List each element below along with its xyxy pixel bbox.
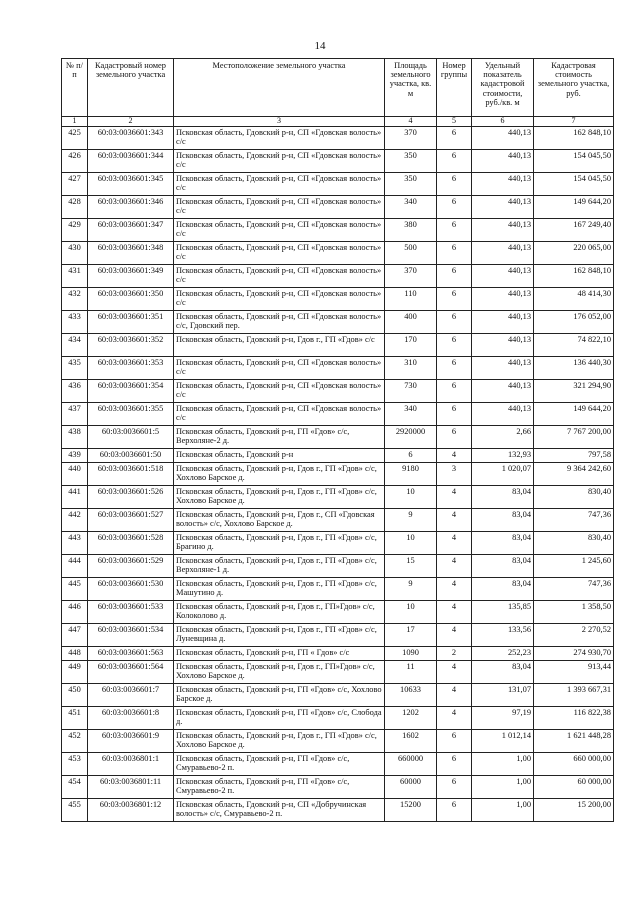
- location-cell: Псковская область, Гдовский р-н, Гдов г., ГП «Гдов» с/с, Хохлово Барское д.: [174, 730, 385, 753]
- specific-value-cell: 440,13: [472, 403, 534, 426]
- group-number-cell: 4: [437, 555, 472, 578]
- specific-value-cell: 1,00: [472, 799, 534, 822]
- specific-value-cell: 133,56: [472, 624, 534, 647]
- cadastral-value-cell: 154 045,50: [534, 173, 614, 196]
- table-row: [62, 753, 614, 776]
- table-row: [62, 288, 614, 311]
- table-row: [62, 173, 614, 196]
- cadastral-value-cell: 116 822,38: [534, 707, 614, 730]
- cadastral-value-cell: 15 200,00: [534, 799, 614, 822]
- column-number: 7: [534, 117, 614, 127]
- cadastral-number-cell: 60:03:0036601:526: [88, 486, 174, 509]
- area-cell: 340: [385, 403, 437, 426]
- cadastral-number-cell: 60:03:0036601:354: [88, 380, 174, 403]
- location-cell: Псковская область, Гдовский р-н, СП «Гдовская волость» с/с, Гдовский пер.: [174, 311, 385, 334]
- header-specific-value: Удельный показатель кадастровой стоимости, руб./кв. м: [472, 59, 534, 117]
- location-cell: Псковская область, Гдовский р-н, СП «Добручинская волость» с/с, Смуравьево-2 п.: [174, 799, 385, 822]
- cadastral-value-cell: 74 822,10: [534, 334, 614, 357]
- specific-value-cell: 440,13: [472, 150, 534, 173]
- cadastral-number-cell: 60:03:0036601:50: [88, 449, 174, 463]
- cadastral-value-cell: 176 052,00: [534, 311, 614, 334]
- column-number: 5: [437, 117, 472, 127]
- group-number-cell: 4: [437, 532, 472, 555]
- cadastral-value-cell: 747,36: [534, 509, 614, 532]
- group-number-cell: 4: [437, 509, 472, 532]
- area-cell: 370: [385, 265, 437, 288]
- area-cell: 350: [385, 173, 437, 196]
- location-cell: Псковская область, Гдовский р-н, Гдов г., ГП «Гдов» с/с, Верхоляне-1 д.: [174, 555, 385, 578]
- group-number-cell: 4: [437, 684, 472, 707]
- area-cell: 370: [385, 127, 437, 150]
- row-number-cell: 436: [62, 380, 88, 403]
- specific-value-cell: 83,04: [472, 555, 534, 578]
- specific-value-cell: 252,23: [472, 647, 534, 661]
- specific-value-cell: 440,13: [472, 311, 534, 334]
- cadastral-number-cell: 60:03:0036601:530: [88, 578, 174, 601]
- row-number-cell: 428: [62, 196, 88, 219]
- table-row: [62, 219, 614, 242]
- table-row: [62, 449, 614, 463]
- row-number-cell: 445: [62, 578, 88, 601]
- table-row: [62, 578, 614, 601]
- area-cell: 15: [385, 555, 437, 578]
- table-row: [62, 532, 614, 555]
- group-number-cell: 3: [437, 463, 472, 486]
- cadastral-value-cell: 830,40: [534, 532, 614, 555]
- cadastral-value-cell: 274 930,70: [534, 647, 614, 661]
- specific-value-cell: 440,13: [472, 196, 534, 219]
- area-cell: 10633: [385, 684, 437, 707]
- cadastral-number-cell: 60:03:0036601:527: [88, 509, 174, 532]
- specific-value-cell: 1 012,14: [472, 730, 534, 753]
- row-number-cell: 443: [62, 532, 88, 555]
- cadastral-value-cell: 162 848,10: [534, 127, 614, 150]
- table-row: [62, 403, 614, 426]
- area-cell: 9: [385, 578, 437, 601]
- cadastral-number-cell: 60:03:0036601:345: [88, 173, 174, 196]
- location-cell: Псковская область, Гдовский р-н, Гдов г., ГП «Гдов» с/с, Хохлово Барское д.: [174, 486, 385, 509]
- location-cell: Псковская область, Гдовский р-н, Гдов г., ГП «Гдов» с/с, Хохлово Барское д.: [174, 463, 385, 486]
- specific-value-cell: 1,00: [472, 753, 534, 776]
- area-cell: 110: [385, 288, 437, 311]
- group-number-cell: 6: [437, 799, 472, 822]
- location-cell: Псковская область, Гдовский р-н, СП «Гдовская волость» с/с: [174, 265, 385, 288]
- group-number-cell: 6: [437, 265, 472, 288]
- table-row: [62, 647, 614, 661]
- group-number-cell: 4: [437, 486, 472, 509]
- cadastral-number-cell: 60:03:0036601:518: [88, 463, 174, 486]
- column-number: 4: [385, 117, 437, 127]
- cadastral-value-table: [61, 58, 614, 822]
- location-cell: Псковская область, Гдовский р-н, Гдов г., ГП «Гдов» с/с: [174, 334, 385, 357]
- group-number-cell: 4: [437, 661, 472, 684]
- cadastral-value-cell: 9 364 242,60: [534, 463, 614, 486]
- cadastral-value-cell: 1 358,50: [534, 601, 614, 624]
- cadastral-number-cell: 60:03:0036601:5: [88, 426, 174, 449]
- group-number-cell: 6: [437, 173, 472, 196]
- table-row: [62, 486, 614, 509]
- specific-value-cell: 440,13: [472, 380, 534, 403]
- area-cell: 1602: [385, 730, 437, 753]
- group-number-cell: 6: [437, 311, 472, 334]
- cadastral-value-cell: 1 245,60: [534, 555, 614, 578]
- table-row: [62, 799, 614, 822]
- cadastral-number-cell: 60:03:0036601:563: [88, 647, 174, 661]
- area-cell: 730: [385, 380, 437, 403]
- location-cell: Псковская область, Гдовский р-н, СП «Гдовская волость» с/с: [174, 196, 385, 219]
- cadastral-number-cell: 60:03:0036601:346: [88, 196, 174, 219]
- group-number-cell: 6: [437, 242, 472, 265]
- row-number-cell: 455: [62, 799, 88, 822]
- table-header: [62, 59, 614, 127]
- area-cell: 400: [385, 311, 437, 334]
- specific-value-cell: 83,04: [472, 532, 534, 555]
- location-cell: Псковская область, Гдовский р-н, СП «Гдовская волость» с/с: [174, 403, 385, 426]
- location-cell: Псковская область, Гдовский р-н, СП «Гдовская волость» с/с: [174, 127, 385, 150]
- location-cell: Псковская область, Гдовский р-н, СП «Гдовская волость» с/с: [174, 380, 385, 403]
- location-cell: Псковская область, Гдовский р-н, СП «Гдовская волость» с/с: [174, 150, 385, 173]
- area-cell: 10: [385, 532, 437, 555]
- specific-value-cell: 97,19: [472, 707, 534, 730]
- table-row: [62, 624, 614, 647]
- cadastral-value-cell: 136 440,30: [534, 357, 614, 380]
- specific-value-cell: 440,13: [472, 173, 534, 196]
- specific-value-cell: 1,00: [472, 776, 534, 799]
- specific-value-cell: 83,04: [472, 486, 534, 509]
- cadastral-value-cell: 1 393 667,31: [534, 684, 614, 707]
- row-number-cell: 453: [62, 753, 88, 776]
- column-number: 2: [88, 117, 174, 127]
- row-number-cell: 439: [62, 449, 88, 463]
- table-row: [62, 426, 614, 449]
- table-row: [62, 242, 614, 265]
- group-number-cell: 6: [437, 403, 472, 426]
- location-cell: Псковская область, Гдовский р-н, СП «Гдовская волость» с/с: [174, 219, 385, 242]
- table-row: [62, 601, 614, 624]
- area-cell: 170: [385, 334, 437, 357]
- location-cell: Псковская область, Гдовский р-н, СП «Гдовская волость» с/с: [174, 242, 385, 265]
- row-number-cell: 452: [62, 730, 88, 753]
- cadastral-value-cell: 747,36: [534, 578, 614, 601]
- specific-value-cell: 440,13: [472, 127, 534, 150]
- cadastral-value-cell: 48 414,30: [534, 288, 614, 311]
- row-number-cell: 427: [62, 173, 88, 196]
- location-cell: Псковская область, Гдовский р-н, ГП « Гдов» с/с: [174, 647, 385, 661]
- specific-value-cell: 83,04: [472, 661, 534, 684]
- row-number-cell: 454: [62, 776, 88, 799]
- specific-value-cell: 440,13: [472, 265, 534, 288]
- table-row: [62, 265, 614, 288]
- cadastral-number-cell: 60:03:0036601:9: [88, 730, 174, 753]
- row-number-cell: 449: [62, 661, 88, 684]
- cadastral-number-cell: 60:03:0036601:564: [88, 661, 174, 684]
- table-row: [62, 776, 614, 799]
- specific-value-cell: 440,13: [472, 334, 534, 357]
- cadastral-number-cell: 60:03:0036601:347: [88, 219, 174, 242]
- row-number-cell: 440: [62, 463, 88, 486]
- area-cell: 10: [385, 601, 437, 624]
- header-group: Номер группы: [437, 59, 472, 117]
- table-row: [62, 196, 614, 219]
- cadastral-number-cell: 60:03:0036601:8: [88, 707, 174, 730]
- location-cell: Псковская область, Гдовский р-н, СП «Гдовская волость» с/с: [174, 173, 385, 196]
- specific-value-cell: 132,93: [472, 449, 534, 463]
- row-number-cell: 446: [62, 601, 88, 624]
- group-number-cell: 6: [437, 426, 472, 449]
- cadastral-number-cell: 60:03:0036601:534: [88, 624, 174, 647]
- table-row: [62, 380, 614, 403]
- cadastral-value-cell: 830,40: [534, 486, 614, 509]
- table-row: [62, 150, 614, 173]
- cadastral-number-cell: 60:03:0036601:7: [88, 684, 174, 707]
- group-number-cell: 4: [437, 449, 472, 463]
- cadastral-value-cell: 797,58: [534, 449, 614, 463]
- group-number-cell: 6: [437, 196, 472, 219]
- header-location: Местоположение земельного участка: [174, 59, 385, 117]
- location-cell: Псковская область, Гдовский р-н, СП «Гдовская волость» с/с: [174, 288, 385, 311]
- group-number-cell: 4: [437, 578, 472, 601]
- column-number: 3: [174, 117, 385, 127]
- location-cell: Псковская область, Гдовский р-н, СП «Гдовская волость» с/с: [174, 357, 385, 380]
- table-row: [62, 707, 614, 730]
- cadastral-number-cell: 60:03:0036601:349: [88, 265, 174, 288]
- cadastral-number-cell: 60:03:0036601:350: [88, 288, 174, 311]
- cadastral-value-cell: 154 045,50: [534, 150, 614, 173]
- table-row: [62, 661, 614, 684]
- location-cell: Псковская область, Гдовский р-н, ГП «Гдов» с/с, Верхоляне-2 д.: [174, 426, 385, 449]
- location-cell: Псковская область, Гдовский р-н, ГП «Гдов» с/с, Смуравьево-2 п.: [174, 776, 385, 799]
- location-cell: Псковская область, Гдовский р-н, ГП «Гдов» с/с, Смуравьево-2 п.: [174, 753, 385, 776]
- table-row: [62, 730, 614, 753]
- cadastral-number-cell: 60:03:0036601:351: [88, 311, 174, 334]
- header-row: [62, 59, 614, 117]
- group-number-cell: 4: [437, 624, 472, 647]
- header-cadastral-value: Кадастровая стоимость земельного участка, руб.: [534, 59, 614, 117]
- table-row: [62, 127, 614, 150]
- specific-value-cell: 83,04: [472, 578, 534, 601]
- cadastral-number-cell: 60:03:0036601:348: [88, 242, 174, 265]
- cadastral-value-cell: 913,44: [534, 661, 614, 684]
- specific-value-cell: 1 020,07: [472, 463, 534, 486]
- column-numbers-row: [62, 117, 614, 127]
- row-number-cell: 426: [62, 150, 88, 173]
- cadastral-value-cell: 167 249,40: [534, 219, 614, 242]
- location-cell: Псковская область, Гдовский р-н, Гдов г., ГП»Гдов» с/с, Колоколово д.: [174, 601, 385, 624]
- cadastral-value-cell: 660 000,00: [534, 753, 614, 776]
- table-row: [62, 509, 614, 532]
- area-cell: 380: [385, 219, 437, 242]
- header-row-number: № п/п: [62, 59, 88, 117]
- group-number-cell: 6: [437, 334, 472, 357]
- table-row: [62, 684, 614, 707]
- specific-value-cell: 440,13: [472, 288, 534, 311]
- table-row: [62, 357, 614, 380]
- row-number-cell: 433: [62, 311, 88, 334]
- table-body: [62, 127, 614, 822]
- cadastral-value-cell: 7 767 200,00: [534, 426, 614, 449]
- area-cell: 1202: [385, 707, 437, 730]
- group-number-cell: 4: [437, 601, 472, 624]
- specific-value-cell: 131,07: [472, 684, 534, 707]
- cadastral-number-cell: 60:03:0036801:1: [88, 753, 174, 776]
- cadastral-number-cell: 60:03:0036601:529: [88, 555, 174, 578]
- cadastral-value-cell: 2 270,52: [534, 624, 614, 647]
- location-cell: Псковская область, Гдовский р-н, ГП «Гдов» с/с, Слобода д.: [174, 707, 385, 730]
- group-number-cell: 6: [437, 219, 472, 242]
- row-number-cell: 432: [62, 288, 88, 311]
- group-number-cell: 6: [437, 730, 472, 753]
- area-cell: 1090: [385, 647, 437, 661]
- cadastral-number-cell: 60:03:0036601:352: [88, 334, 174, 357]
- cadastral-value-cell: 149 644,20: [534, 403, 614, 426]
- area-cell: 500: [385, 242, 437, 265]
- table-row: [62, 334, 614, 357]
- row-number-cell: 438: [62, 426, 88, 449]
- cadastral-value-cell: 1 621 448,28: [534, 730, 614, 753]
- group-number-cell: 6: [437, 380, 472, 403]
- area-cell: 2920000: [385, 426, 437, 449]
- group-number-cell: 2: [437, 647, 472, 661]
- group-number-cell: 6: [437, 127, 472, 150]
- cadastral-value-cell: 162 848,10: [534, 265, 614, 288]
- group-number-cell: 6: [437, 776, 472, 799]
- location-cell: Псковская область, Гдовский р-н, Гдов г., ГП»Гдов» с/с, Хохлово Барское д.: [174, 661, 385, 684]
- row-number-cell: 425: [62, 127, 88, 150]
- row-number-cell: 451: [62, 707, 88, 730]
- row-number-cell: 448: [62, 647, 88, 661]
- location-cell: Псковская область, Гдовский р-н: [174, 449, 385, 463]
- table-row: [62, 555, 614, 578]
- table-row: [62, 311, 614, 334]
- area-cell: 660000: [385, 753, 437, 776]
- group-number-cell: 6: [437, 753, 472, 776]
- location-cell: Псковская область, Гдовский р-н, Гдов г., ГП «Гдов» с/с, Луневщина д.: [174, 624, 385, 647]
- cadastral-number-cell: 60:03:0036601:355: [88, 403, 174, 426]
- column-number: 1: [62, 117, 88, 127]
- cadastral-value-cell: 60 000,00: [534, 776, 614, 799]
- specific-value-cell: 440,13: [472, 242, 534, 265]
- area-cell: 340: [385, 196, 437, 219]
- cadastral-number-cell: 60:03:0036801:11: [88, 776, 174, 799]
- area-cell: 11: [385, 661, 437, 684]
- group-number-cell: 4: [437, 707, 472, 730]
- cadastral-value-cell: 149 644,20: [534, 196, 614, 219]
- cadastral-number-cell: 60:03:0036601:344: [88, 150, 174, 173]
- area-cell: 9: [385, 509, 437, 532]
- location-cell: Псковская область, Гдовский р-н, Гдов г., СП «Гдовская волость» с/с, Хохлово Барское д.: [174, 509, 385, 532]
- cadastral-number-cell: 60:03:0036601:533: [88, 601, 174, 624]
- table-row: [62, 463, 614, 486]
- row-number-cell: 431: [62, 265, 88, 288]
- page-number: 14: [314, 40, 326, 52]
- row-number-cell: 430: [62, 242, 88, 265]
- row-number-cell: 444: [62, 555, 88, 578]
- cadastral-value-cell: 220 065,00: [534, 242, 614, 265]
- area-cell: 9180: [385, 463, 437, 486]
- specific-value-cell: 440,13: [472, 219, 534, 242]
- specific-value-cell: 83,04: [472, 509, 534, 532]
- row-number-cell: 437: [62, 403, 88, 426]
- specific-value-cell: 440,13: [472, 357, 534, 380]
- cadastral-number-cell: 60:03:0036601:528: [88, 532, 174, 555]
- group-number-cell: 6: [437, 150, 472, 173]
- group-number-cell: 6: [437, 288, 472, 311]
- row-number-cell: 429: [62, 219, 88, 242]
- row-number-cell: 442: [62, 509, 88, 532]
- area-cell: 6: [385, 449, 437, 463]
- column-number: 6: [472, 117, 534, 127]
- header-cadastral-number: Кадастровый номер земельного участка: [88, 59, 174, 117]
- row-number-cell: 450: [62, 684, 88, 707]
- location-cell: Псковская область, Гдовский р-н, Гдов г., ГП «Гдов» с/с, Брагино д.: [174, 532, 385, 555]
- group-number-cell: 6: [437, 357, 472, 380]
- area-cell: 10: [385, 486, 437, 509]
- row-number-cell: 447: [62, 624, 88, 647]
- row-number-cell: 434: [62, 334, 88, 357]
- area-cell: 17: [385, 624, 437, 647]
- cadastral-value-cell: 321 294,90: [534, 380, 614, 403]
- specific-value-cell: 2,66: [472, 426, 534, 449]
- row-number-cell: 441: [62, 486, 88, 509]
- area-cell: 310: [385, 357, 437, 380]
- specific-value-cell: 135,85: [472, 601, 534, 624]
- header-area: Площадь земельного участка, кв. м: [385, 59, 437, 117]
- area-cell: 350: [385, 150, 437, 173]
- location-cell: Псковская область, Гдовский р-н, Гдов г., ГП «Гдов» с/с, Машутино д.: [174, 578, 385, 601]
- area-cell: 60000: [385, 776, 437, 799]
- area-cell: 15200: [385, 799, 437, 822]
- row-number-cell: 435: [62, 357, 88, 380]
- cadastral-number-cell: 60:03:0036801:12: [88, 799, 174, 822]
- cadastral-number-cell: 60:03:0036601:353: [88, 357, 174, 380]
- cadastral-number-cell: 60:03:0036601:343: [88, 127, 174, 150]
- location-cell: Псковская область, Гдовский р-н, ГП «Гдов» с/с, Хохлово Барское д.: [174, 684, 385, 707]
